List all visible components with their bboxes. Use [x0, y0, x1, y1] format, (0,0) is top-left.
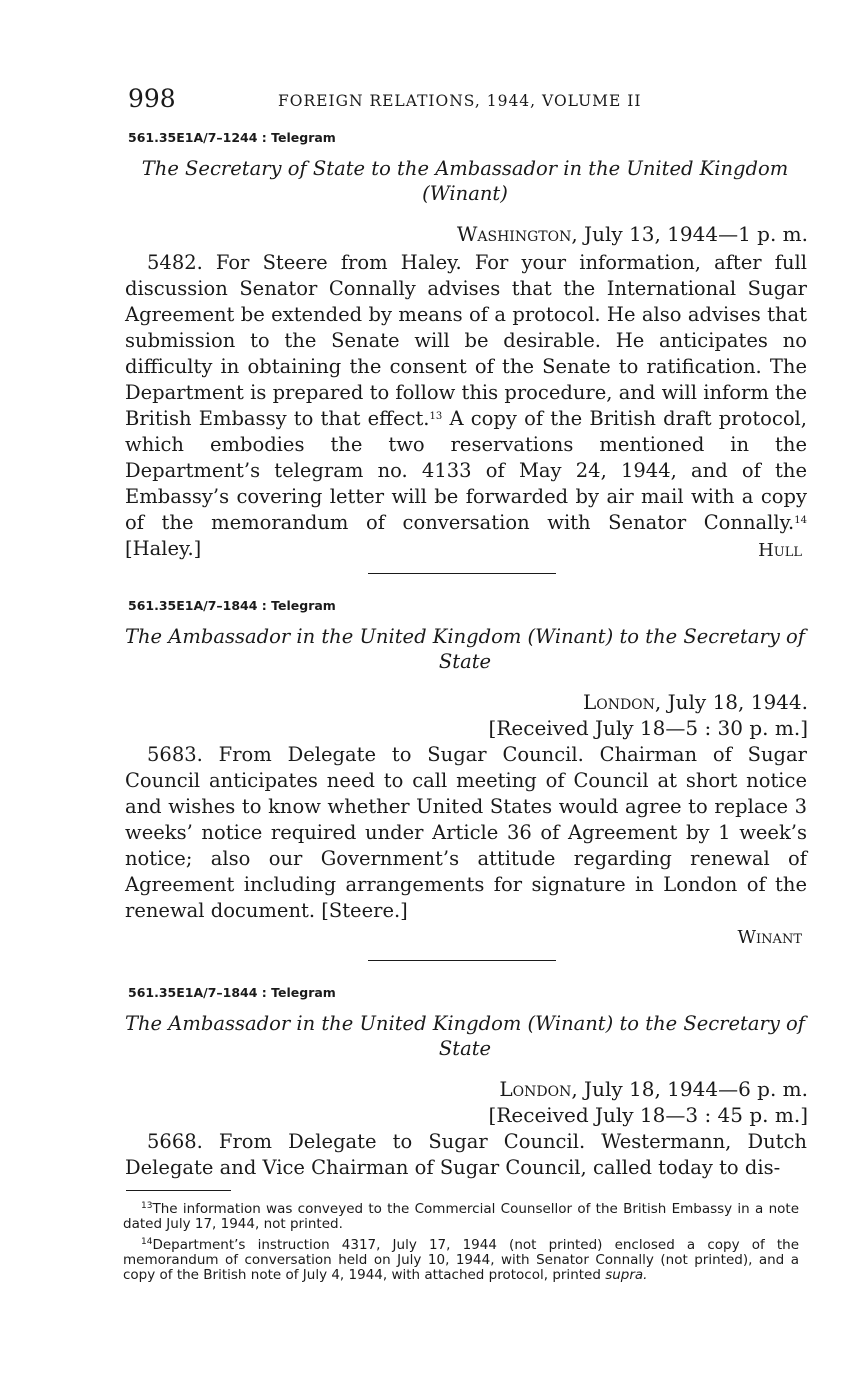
telegram-body: 5683. From Delegate to Sugar Council. Chairman of Sugar Council anticipates need to call meeting of Council at short notice and wishes to know whether United States would agree to replace 3 weeks’ notice required under Article 36 of Agreement by 1 week’s notice; also our Government’s attitude regarding renewal of Agreement including arrangements for signature in London of the renewal document. [Steere.]: [125, 743, 807, 922]
page-number: 998: [128, 84, 176, 113]
file-reference: 561.35E1A/7–1844 : Telegram: [128, 598, 336, 613]
section-separator: [368, 573, 556, 574]
footnote-supra: supra.: [605, 1267, 648, 1283]
signature: Hull: [758, 540, 802, 561]
file-reference: 561.35E1A/7–1244 : Telegram: [128, 130, 336, 145]
received-line: [Received July 18—5 : 30 p. m.]: [488, 716, 808, 740]
footnote-rule: [126, 1190, 231, 1191]
footnote-reference[interactable]: 13: [429, 411, 443, 422]
footnote: [123, 1238, 799, 1283]
dateline-date: , July 18, 1944.: [654, 690, 808, 714]
body-text-part: A copy of the British draft protocol, which embodies the two reservations mentioned in the Department’s telegram no. 4133 of May 24, 1944, and of the Embassy’s covering letter will be forwarded by air mail with a copy of the memorandum of conversation with Senator Connally.: [125, 407, 807, 534]
telegram-body: 5668. From Delegate to Sugar Council. Westermann, Dutch Delegate and Vice Chairman of Sugar Council, called today to dis-: [125, 1130, 807, 1179]
running-title: FOREIGN RELATIONS, 1944, VOLUME II: [278, 92, 642, 110]
footnote-mark: 13: [141, 1201, 153, 1211]
section-separator: [368, 960, 556, 961]
dateline-place: London: [499, 1077, 572, 1101]
signature: Winant: [737, 927, 802, 948]
file-reference: 561.35E1A/7–1844 : Telegram: [128, 985, 336, 1000]
footnote: [123, 1202, 799, 1232]
footnote-mark: 14: [141, 1237, 153, 1247]
footnote-reference[interactable]: 14: [794, 515, 807, 526]
footnote-text: Department’s instruction 4317, July 17, 1944 (not printed) enclosed a copy of the memorandum of conversation held on July 10, 1944, with Senator Connally (not printed), and a copy of the British note of July 4, 1944, with attached protocol, printed: [123, 1237, 799, 1283]
dateline-date: , July 18, 1944—6 p. m.: [571, 1077, 808, 1101]
running-head: [128, 84, 808, 116]
dateline-place: London: [582, 690, 655, 714]
dateline: [308, 222, 808, 247]
document-title: The Secretary of State to the Ambassador in the United Kingdom (Winant): [141, 157, 789, 205]
body-text-part: 5482. For Steere from Haley. For your information, after full discussion Senator Connally advises that the International Sugar Agreement be extended by means of a protocol. He also advises that submission to the Senate will be desirable. He anticipates no difficulty in obtaining the consent of the Senate to ratification. The Department is prepared to follow this procedure, and will inform the British Embassy to that effect.: [125, 251, 807, 430]
body-text-part: [Haley.]: [125, 537, 202, 560]
dateline-place: Washington: [456, 222, 572, 246]
dateline-date: , July 13, 1944—1 p. m.: [571, 222, 808, 246]
footnote-text: The information was conveyed to the Commercial Counsellor of the British Embassy in a note dated July 17, 1944, not printed.: [123, 1201, 799, 1232]
dateline: [308, 1077, 808, 1102]
received-line: [Received July 18—3 : 45 p. m.]: [488, 1103, 808, 1127]
document-title: The Ambassador in the United Kingdom (Winant) to the Secretary of State: [124, 625, 805, 673]
telegram-body: [125, 250, 807, 562]
document-title: The Ambassador in the United Kingdom (Winant) to the Secretary of State: [124, 1012, 805, 1060]
dateline: [308, 690, 808, 715]
